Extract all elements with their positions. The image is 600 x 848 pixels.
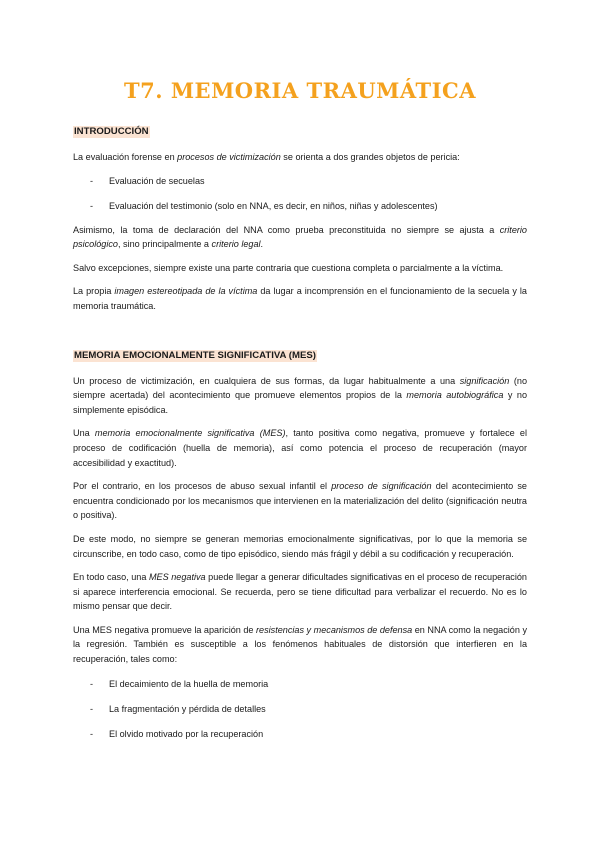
text-run-italic: imagen estereotipada de la víctima [114, 286, 258, 297]
text-run: Asimismo, la toma de declaración del NNA como prueba preconstituida no siempre se ajusta a [73, 224, 500, 235]
section-heading-mes: MEMORIA EMOCIONALMENTE SIGNIFICATIVA (MES) [74, 349, 316, 361]
text-run: , sino principalmente a [118, 239, 212, 250]
text-run-italic: proceso de significación [331, 481, 432, 492]
text-run: La propia [73, 286, 115, 297]
text-run: Una MES negativa promueve la aparición de [73, 624, 257, 635]
mes-list [73, 677, 527, 741]
page-title: T7. MEMORIA TRAUMÁTICA [123, 78, 477, 103]
mes-paragraph-4: De este modo, no siempre se generan memorias emocionalmente significativas, por lo que la memoria se circunscribe, en todo caso, como de tipo episódico, siendo más frágil y débil a su codificación y recuperación. [73, 533, 527, 559]
text-run: en NNA como la negación y la regresión. También es susceptible a los fenómenos habituales de distorsión que interfieren en la recuperación, tales como: [73, 624, 527, 665]
intro-paragraph-2 [73, 223, 527, 252]
mes-paragraph-3 [73, 479, 527, 523]
text-run: del acontecimiento se encuentra condicionado por los mecanismos que intervienen en la materialización del delito (significación neutra o positiva). [73, 481, 527, 521]
intro-paragraph-3: Salvo excepciones, siempre existe una parte contraria que cuestiona completa o parcialmente a la víctima. [73, 262, 504, 273]
text-run: En todo caso, una [73, 572, 149, 583]
list-item: - El decaimiento de la huella de memoria [73, 677, 527, 691]
list-item: - Evaluación de secuelas [73, 174, 527, 188]
intro-paragraph-1 [73, 150, 527, 165]
section-heading-introduccion: INTRODUCCIÓN [74, 126, 149, 137]
mes-paragraph-1 [73, 374, 527, 418]
mes-paragraph-2 [73, 426, 527, 470]
list-item: - El olvido motivado por la recuperación [73, 727, 527, 741]
text-run-italic: memoria emocionalmente significativa (MES) [94, 428, 286, 439]
text-run: y no simplemente episódica. [73, 390, 528, 415]
text-run-italic: significación [459, 375, 510, 386]
text-run-italic: criterio legal [211, 239, 261, 250]
text-run: Un proceso de victimización, en cualquiera de sus formas, da lugar habitualmente a una [73, 375, 460, 386]
list-item: - La fragmentación y pérdida de detalles [73, 702, 527, 716]
mes-paragraph-6 [73, 623, 527, 667]
text-run-italic: procesos de victimización [177, 152, 281, 162]
intro-list [73, 174, 527, 213]
text-run: puede llegar a generar dificultades significativas en el proceso de recuperación si aparece interferencia emocional. Se recuerda, pero se tiene dificultad para verbalizar el recuerdo. No es lo mismo pensar que decir. [73, 572, 527, 612]
section-introduccion [73, 121, 527, 139]
text-run-italic: memoria autobiográfica [406, 390, 504, 401]
text-run: . [260, 239, 264, 250]
text-run-italic: MES negativa [148, 572, 206, 583]
list-item: - Evaluación del testimonio (solo en NNA, es decir, en niños, niñas y adolescentes) [73, 199, 527, 213]
text-run: se orienta a dos grandes objetos de pericia: [280, 152, 460, 162]
text-run: Por el contrario, en los procesos de abuso sexual infantil el [73, 481, 332, 492]
section-mes [73, 345, 527, 363]
text-run-italic: resistencias y mecanismos de defensa [256, 624, 413, 635]
text-run: da lugar a incomprensión en el funcionamiento de la secuela y la memoria traumática. [73, 286, 527, 311]
intro-paragraph-4 [73, 284, 527, 313]
text-run: , tanto positiva como negativa, promueve y fortalece el proceso de codificación (huella de memoria), así como potencia el proceso de recuperación (mayor accesibilidad y exactitud). [73, 428, 527, 468]
text-run: La evaluación forense en [73, 152, 178, 162]
mes-paragraph-5 [73, 570, 527, 614]
text-run: (no siempre acertada) del acontecimiento que promueve elementos propios de la [73, 375, 528, 401]
text-run-italic: criterio psicológico [73, 224, 527, 250]
text-run: Una [73, 428, 95, 439]
